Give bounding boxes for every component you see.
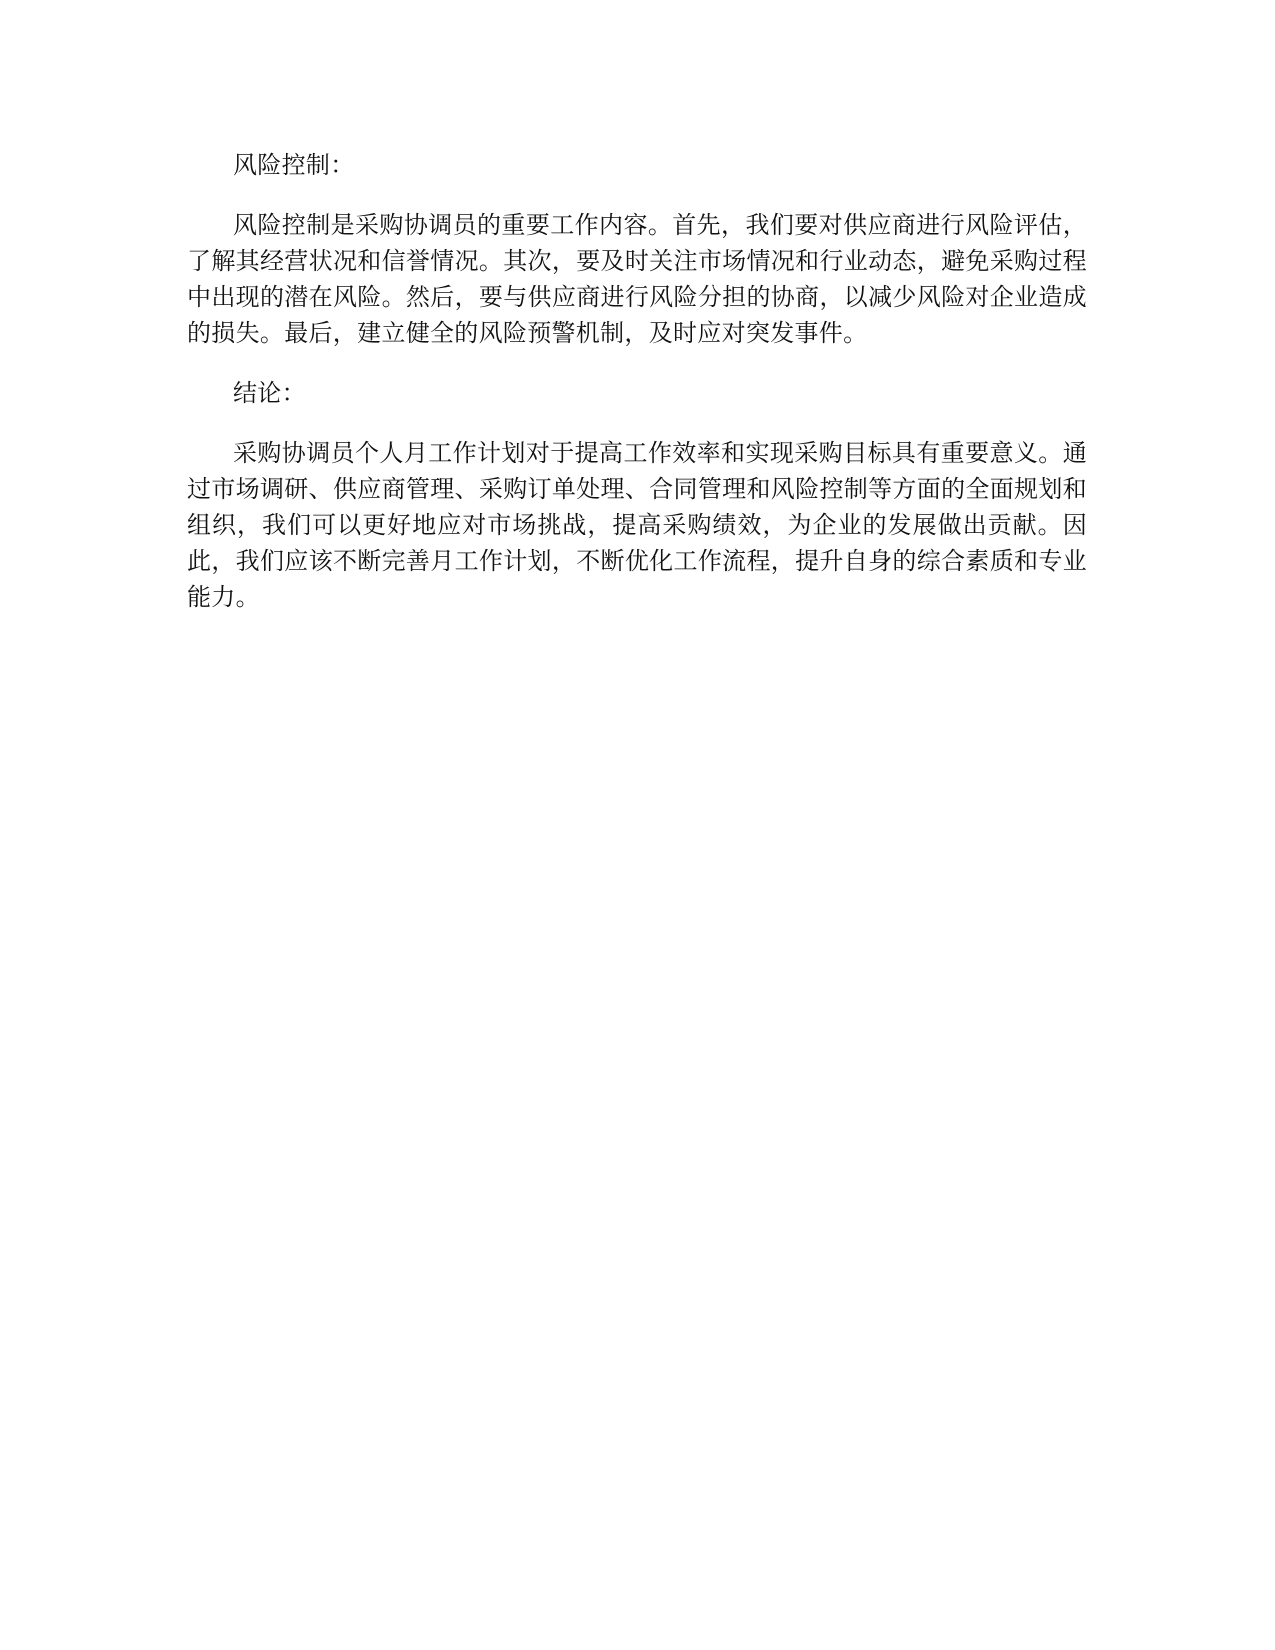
section-heading-conclusion: 结论： bbox=[233, 379, 306, 407]
section-heading-risk-control: 风险控制： bbox=[233, 151, 355, 179]
paragraph-conclusion: 采购协调员个人月工作计划对于提高工作效率和实现采购目标具有重要意义。通过市场调研、供应商管理、采购订单处理、合同管理和风险控制等方面的全面规划和组织，我们可以更好地应对市场挑战，提高采购绩效，为企业的发展做出贡献。因此，我们应该不断完善月工作计划，不断优化工作流程，提升自身的综合素质和专业能力。 bbox=[187, 439, 1087, 611]
paragraph-risk-control: 风险控制是采购协调员的重要工作内容。首先，我们要对供应商进行风险评估，了解其经营状况和信誉情况。其次，要及时关注市场情况和行业动态，避免采购过程中出现的潜在风险。然后，要与供应商进行风险分担的协商，以减少风险对企业造成的损失。最后，建立健全的风险预警机制，及时应对突发事件。 bbox=[187, 211, 1087, 347]
document-body bbox=[187, 147, 1087, 639]
